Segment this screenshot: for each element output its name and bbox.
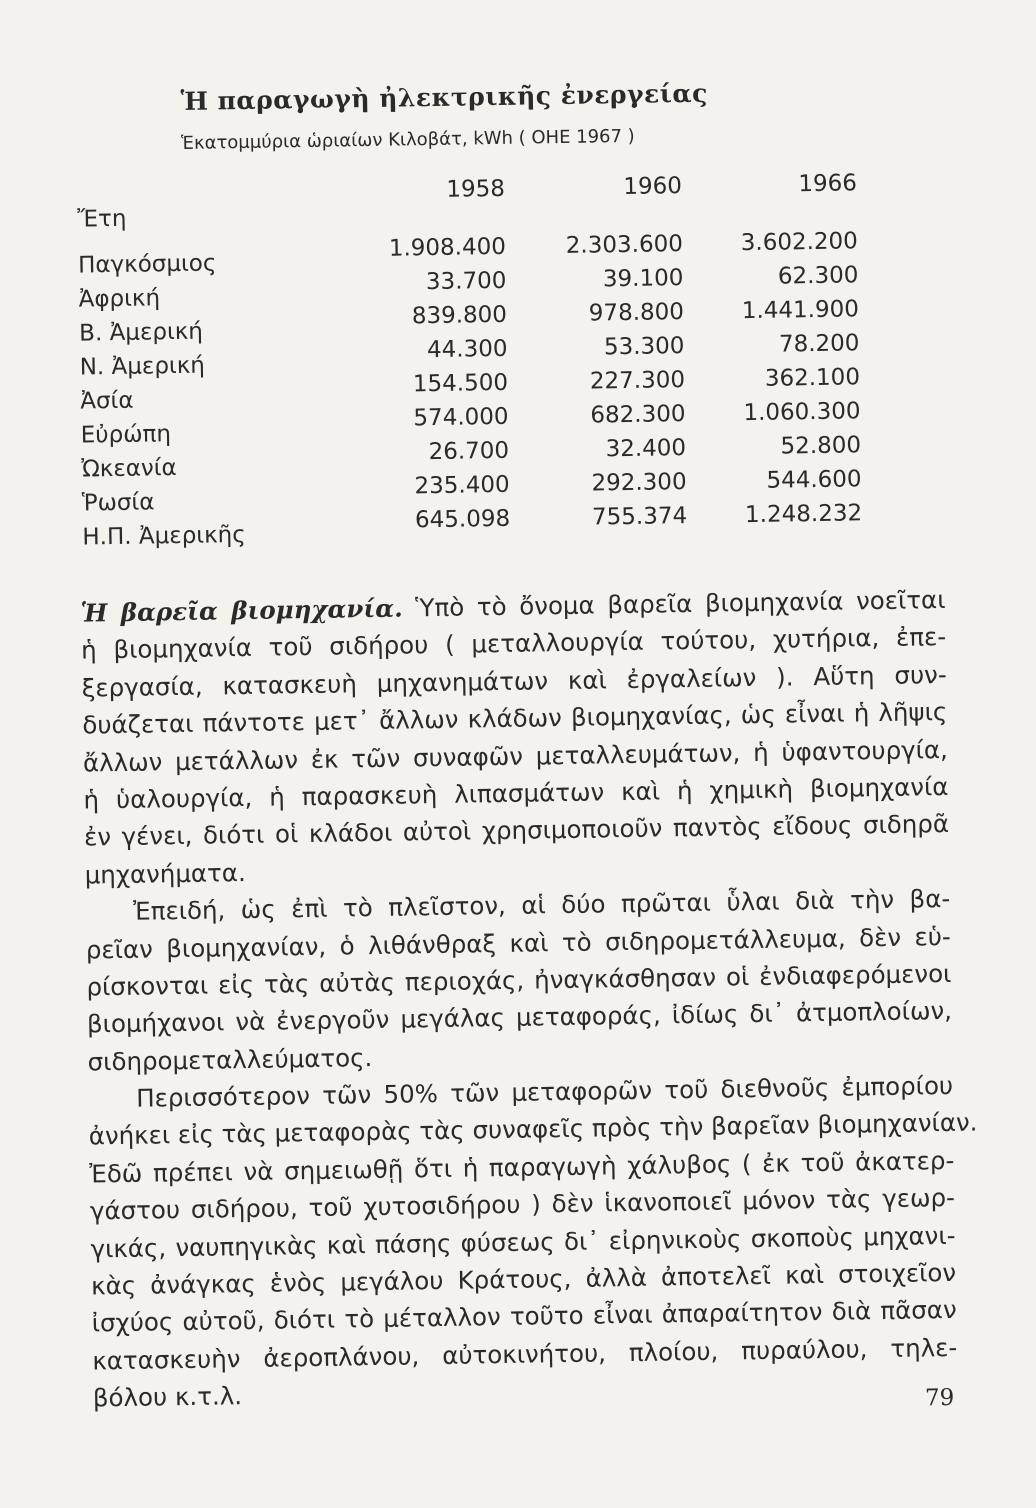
text-line: ἐν γένει, διότι οἱ κλάδοι αὐτοὶ χρησιμοποιοῦν παντὸς εἴδους σιδηρᾶ xyxy=(83,809,950,852)
table-cell: 44.300 xyxy=(426,335,508,364)
text-line: Περισσότερον τῶν 50% τῶν μεταφορῶν τοῦ διεθνοῦς ἐμπορίου xyxy=(135,1071,954,1113)
text-line: μηχανήματα. xyxy=(84,857,246,890)
text-line: Ἐδῶ πρέπει νὰ σημειωθῇ ὅτι ἡ παραγωγὴ χάλυβος ( ἐκ τοῦ ἀκατερ- xyxy=(89,1145,955,1189)
row-label: Εὐρώπη xyxy=(80,421,172,449)
row-label: Η.Π. Ἀμερικῆς xyxy=(82,521,246,551)
text-line: γάστου σιδήρου, τοῦ χυτοσιδήρου ) δὲν ἱκανοποιεῖ μόνον τὰς γεωρ- xyxy=(89,1183,956,1226)
text-line: ρεῖαν βιομηχανίαν, ὁ λιθάνθραξ καὶ τὸ σιδηρομετάλλευμα, δὲν εὑ- xyxy=(85,921,951,965)
table-cell: 154.500 xyxy=(412,369,509,398)
table-cell: 574.000 xyxy=(413,403,509,432)
table-cell: 1.248.232 xyxy=(744,500,863,529)
page-number: 79 xyxy=(924,1384,955,1412)
text-line: κὰς ἀνάγκας ἑνὸς μεγάλου Κράτους, ἀλλὰ ἀποτελεῖ καὶ στοιχεῖον xyxy=(90,1257,957,1301)
table-cell: 682.300 xyxy=(590,401,686,429)
table-cell: 235.400 xyxy=(414,471,510,500)
year-header: 1960 xyxy=(623,173,683,200)
text-line: βόλου κ.τ.λ. xyxy=(92,1381,243,1413)
table-cell: 1.060.300 xyxy=(743,398,861,427)
table-cell: 645.098 xyxy=(414,505,511,534)
text-line: ρίσκονται εἰς τὰς αὐτὰς περιοχάς, ἠναγκάσθησαν οἱ ἐνδιαφερόμενοι xyxy=(86,958,952,1002)
table-cell: 62.300 xyxy=(777,262,859,290)
row-label: Ῥωσία xyxy=(81,489,155,517)
text-line: σιδηρομεταλλεύματος. xyxy=(87,1042,373,1077)
body-text xyxy=(80,581,978,1417)
table-cell: 227.300 xyxy=(589,367,686,395)
line-text: Ὑπὸ τὸ ὄνομα βαρεῖα βιομηχανία νοεῖται xyxy=(415,584,946,623)
table-cell: 26.700 xyxy=(428,437,510,466)
table-cell: 292.300 xyxy=(591,469,687,497)
row-label: Ὠκεανία xyxy=(81,455,177,483)
text-line: ἡ βιομηχανία τοῦ σιδήρου ( μεταλλουργία τούτου, χυτήρια, ἐπε- xyxy=(80,622,947,665)
table-cell: 53.300 xyxy=(603,333,685,361)
text-line: βιομήχανοι νὰ ἐνεργοῦν μεγάλας μεταφοράς, ἰδίως δι᾽ ἀτμοπλοίων, xyxy=(86,996,953,1039)
row-label: Παγκόσμιος xyxy=(77,250,217,279)
header-label: Ἔτη xyxy=(77,205,127,233)
row-label: Β. Ἀμερική xyxy=(78,318,204,347)
row-label: Ἀσία xyxy=(80,387,134,415)
table-cell: 2.303.600 xyxy=(565,231,684,259)
section-heading: Ἡ βαρεῖα βιομηχανία. xyxy=(80,593,403,628)
row-label: Ν. Ἀμερική xyxy=(79,352,206,381)
table-cell: 362.100 xyxy=(764,364,861,392)
electricity-table xyxy=(77,170,873,551)
table-cell: 78.200 xyxy=(778,330,860,358)
table-cell: 839.800 xyxy=(411,301,508,330)
text-line: Ἐπειδή, ὡς ἐπὶ τὸ πλεῖστον, αἱ δύο πρῶται ὗλαι διὰ τὴν βα- xyxy=(133,884,951,926)
text-line: κατασκευὴν ἀεροπλάνου, αὐτοκινήτου, πλοίου, πυραύλου, τηλε- xyxy=(92,1332,958,1376)
text-line: ξεργασία, κατασκευὴ μηχανημάτων καὶ ἐργαλείων ). Αὕτη συν- xyxy=(81,659,947,703)
text-line: ἰσχύος αὐτοῦ, διότι τὸ μέταλλον τοῦτο εἶναι ἀπαραίτητον διὰ πᾶσαν xyxy=(91,1295,957,1338)
row-label: Ἀφρική xyxy=(78,285,161,313)
table-cell: 755.374 xyxy=(591,503,688,531)
table-cell: 32.400 xyxy=(605,435,687,463)
year-header: 1966 xyxy=(798,170,858,198)
table-subtitle: Ἑκατομμύρια ὡριαίων Κιλοβάτ, kWh ( ΟΗΕ 1967 ) xyxy=(181,125,635,154)
text-line: ἄλλων μετάλλων ἐκ τῶν συναφῶν μεταλλευμάτων, ἡ ὑφαντουργία, xyxy=(82,734,949,778)
table-cell: 1.441.900 xyxy=(741,296,860,325)
table-cell: 39.100 xyxy=(602,265,684,293)
text-line: δυάζεται πάντοτε μετ᾽ ἄλλων κλάδων βιομηχανίας, ὡς εἶναι ἡ λῆψις xyxy=(82,697,948,740)
table-cell: 3.602.200 xyxy=(740,228,859,257)
table-cell: 1.908.400 xyxy=(388,233,507,262)
table-cell: 33.700 xyxy=(425,267,507,296)
table-cell: 978.800 xyxy=(588,299,685,327)
text-line: γικάς, ναυπηγικὰς καὶ πάσης φύσεως δι᾽ εἰρηνικοὺς σκοποὺς μηχανι- xyxy=(90,1220,956,1264)
table-cell: 52.800 xyxy=(780,432,862,460)
table-title: Ἡ παραγωγὴ ἠλεκτρικῆς ἐνεργείας xyxy=(180,78,709,116)
text-line: ἀνήκει εἰς τὰς μεταφορὰς τὰς συναφεῖς πρὸς τὴν βαρεῖαν βιομηχανίαν. xyxy=(88,1108,978,1151)
text-line: ἡ ὑαλουργία, ἡ παρασκευὴ λιπασμάτων καὶ ἡ χημικὴ βιομηχανία xyxy=(83,771,949,815)
year-header: 1958 xyxy=(446,175,506,203)
table-cell: 544.600 xyxy=(766,466,862,494)
